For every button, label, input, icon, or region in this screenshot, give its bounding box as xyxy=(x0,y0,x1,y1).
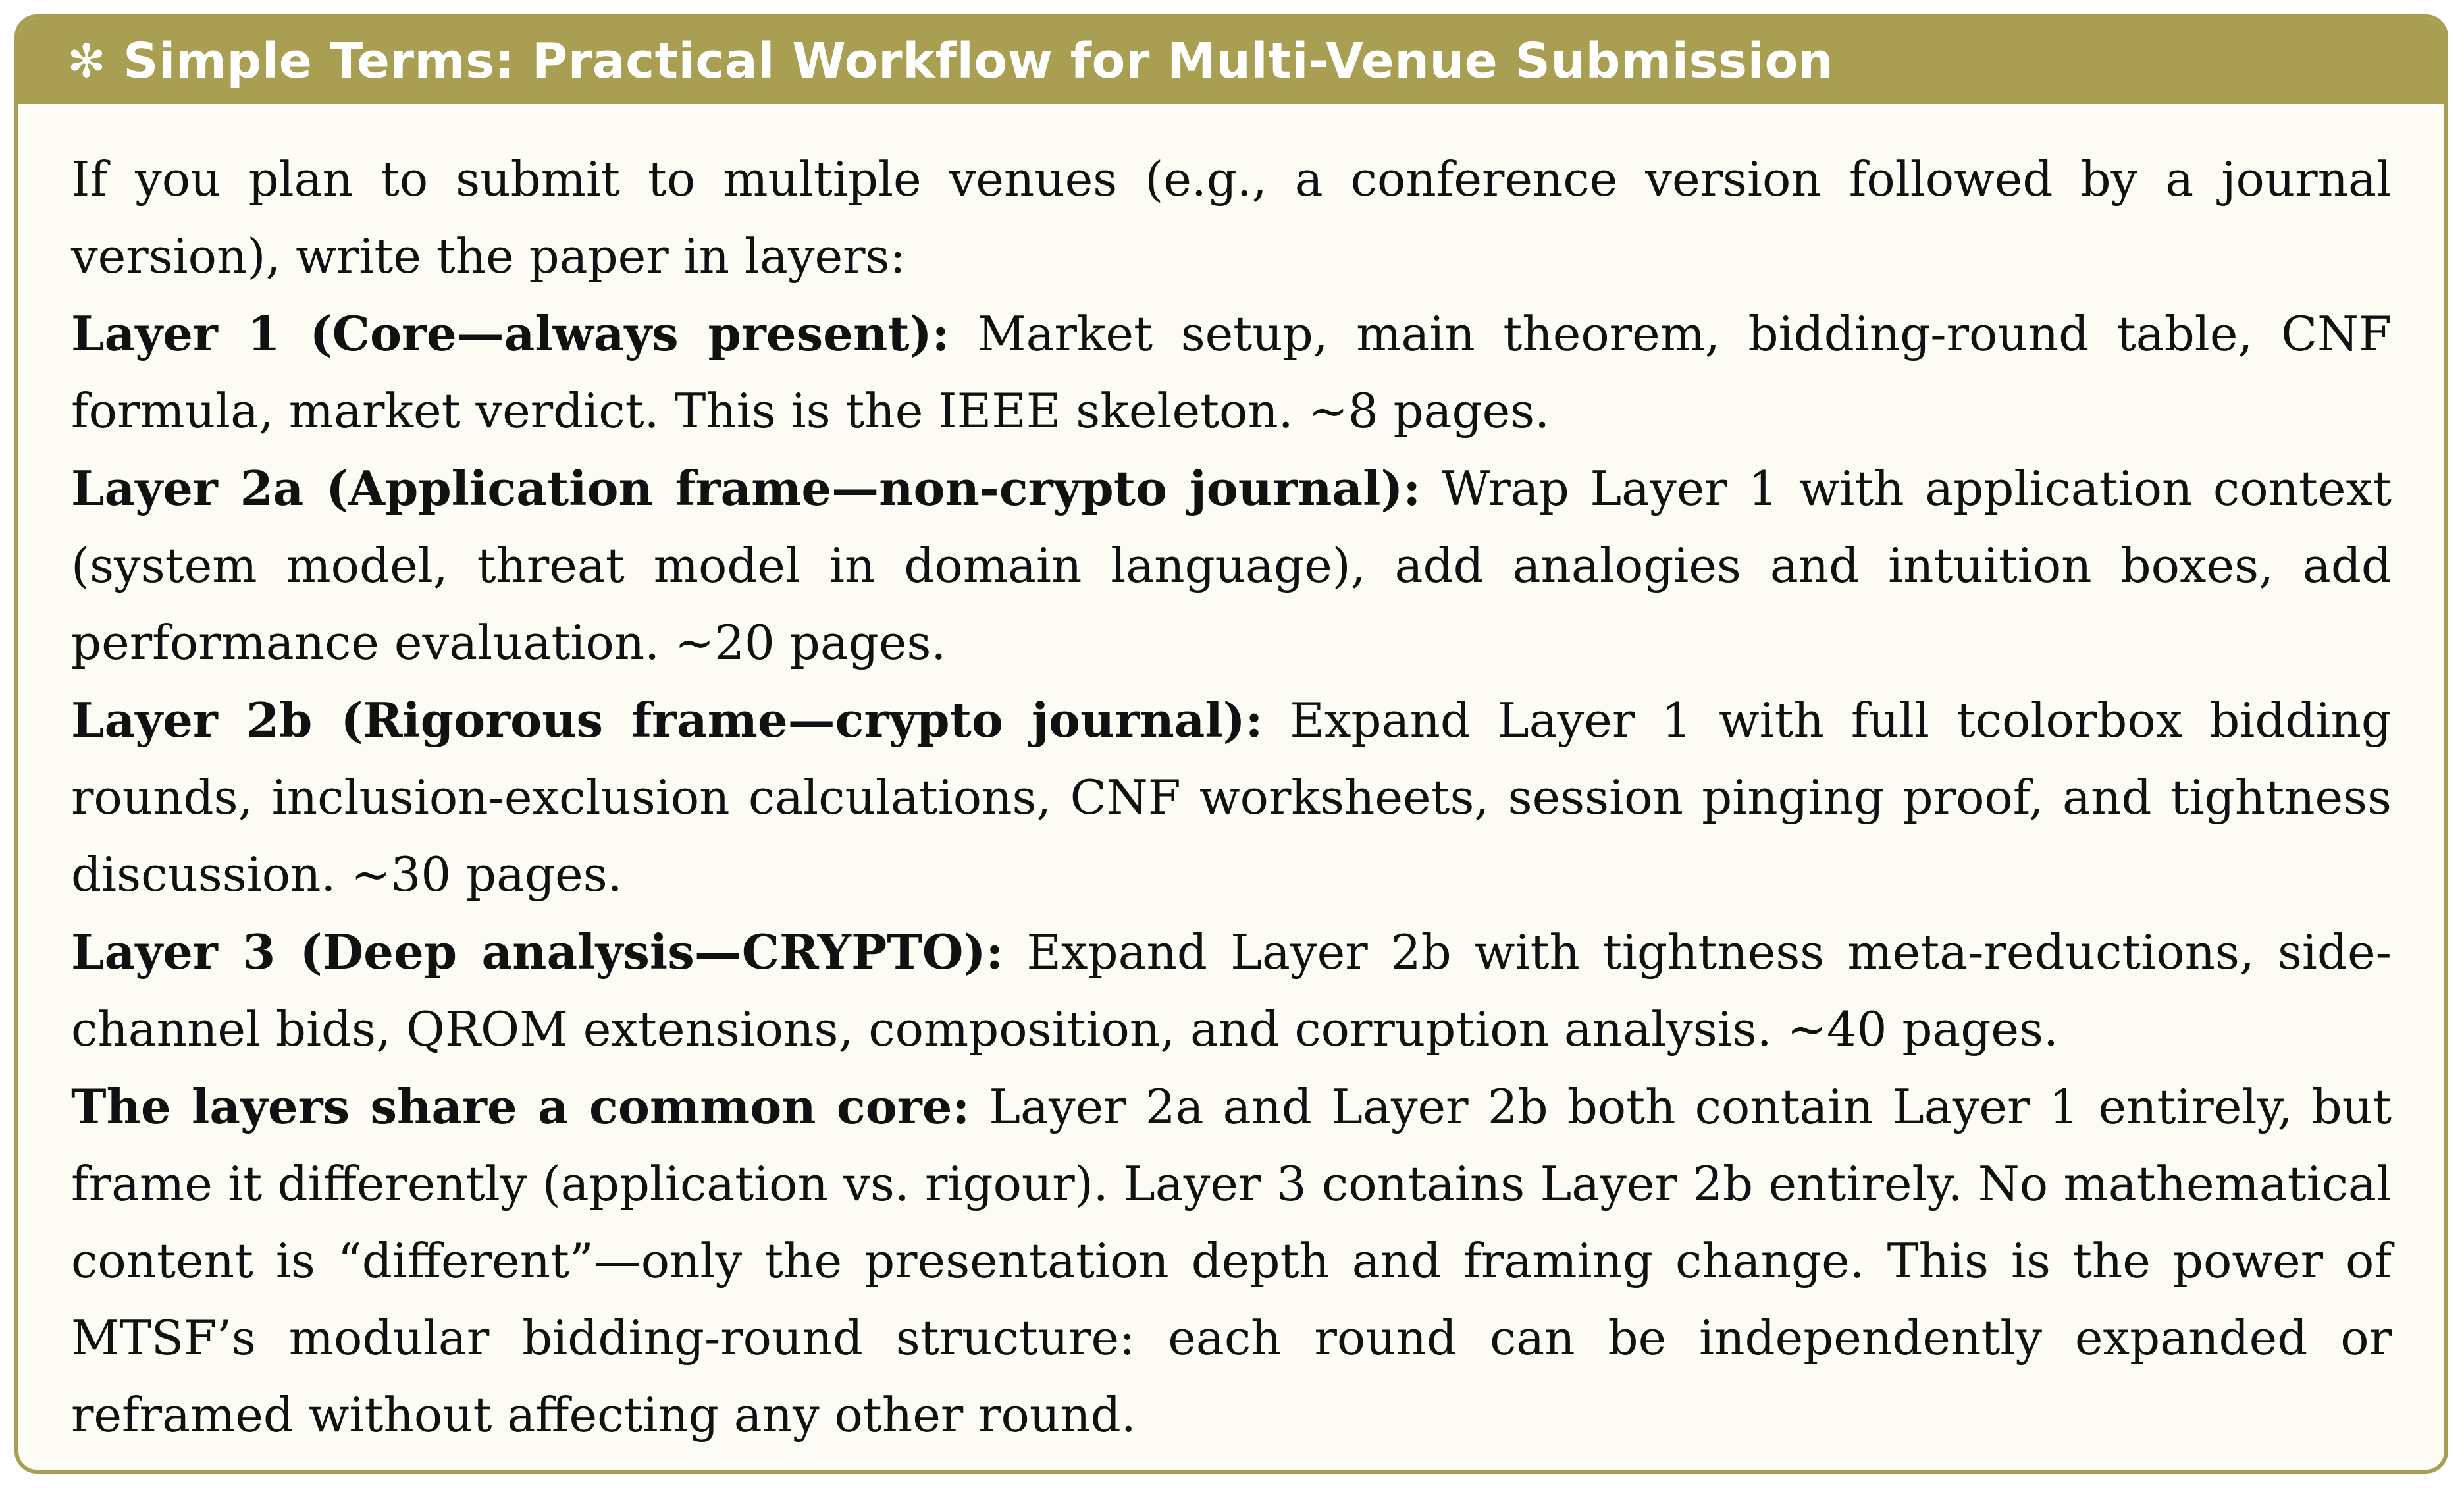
layer-1-text: Market setup, main theorem, bidding-round table, CNF formula, market verdict. This is the IEEE skeleton. ∼8 pages. xyxy=(71,306,2392,438)
summary-label: The layers share a common core: xyxy=(71,1078,970,1134)
summary-paragraph xyxy=(71,1068,2392,1454)
box-title: Simple Terms: Practical Workflow for Multi-Venue Submission xyxy=(123,33,1833,90)
summary-text: Layer 2a and Layer 2b both contain Layer 1 entirely, but frame it differently (application vs. rigour). Layer 3 contains Layer 2b entirely. No mathematical content is “different”—only the presentation depth and framing change. This is the power of MTSF’s modular bidding-round structure: each round can be independently expanded or reframed without affecting any other round. xyxy=(71,1079,2392,1443)
asterisk-icon: ✻ xyxy=(67,34,107,88)
box-body xyxy=(18,104,2444,1454)
layer-1-paragraph xyxy=(71,295,2392,450)
layer-3-paragraph xyxy=(71,913,2392,1068)
layer-2a-label: Layer 2a (Application frame—non-crypto journal): xyxy=(71,460,1421,516)
layer-3-label: Layer 3 (Deep analysis—CRYPTO): xyxy=(71,924,1004,980)
layer-2a-text: Wrap Layer 1 with application context (system model, threat model in domain language), add analogies and intuition boxes, add performance evaluation. ∼20 pages. xyxy=(71,461,2392,670)
layer-3-text: Expand Layer 2b with tightness meta-reductions, side-channel bids, QROM extensions, composition, and corruption analysis. ∼40 pages. xyxy=(71,924,2392,1057)
layer-2a-paragraph xyxy=(71,450,2392,681)
intro-paragraph: If you plan to submit to multiple venues (e.g., a conference version followed by a journal version), write the paper in layers: xyxy=(71,151,2392,284)
layer-2b-paragraph xyxy=(71,681,2392,913)
layer-2b-label: Layer 2b (Rigorous frame—crypto journal): xyxy=(71,692,1263,748)
simple-terms-box xyxy=(14,14,2448,1474)
layer-1-label: Layer 1 (Core—always present): xyxy=(71,306,950,361)
layer-2b-text: Expand Layer 1 with full tcolorbox bidding rounds, inclusion-exclusion calculations, CNF worksheets, session pinging proof, and tightness discussion. ∼30 pages. xyxy=(71,693,2392,902)
box-header xyxy=(18,18,2444,104)
